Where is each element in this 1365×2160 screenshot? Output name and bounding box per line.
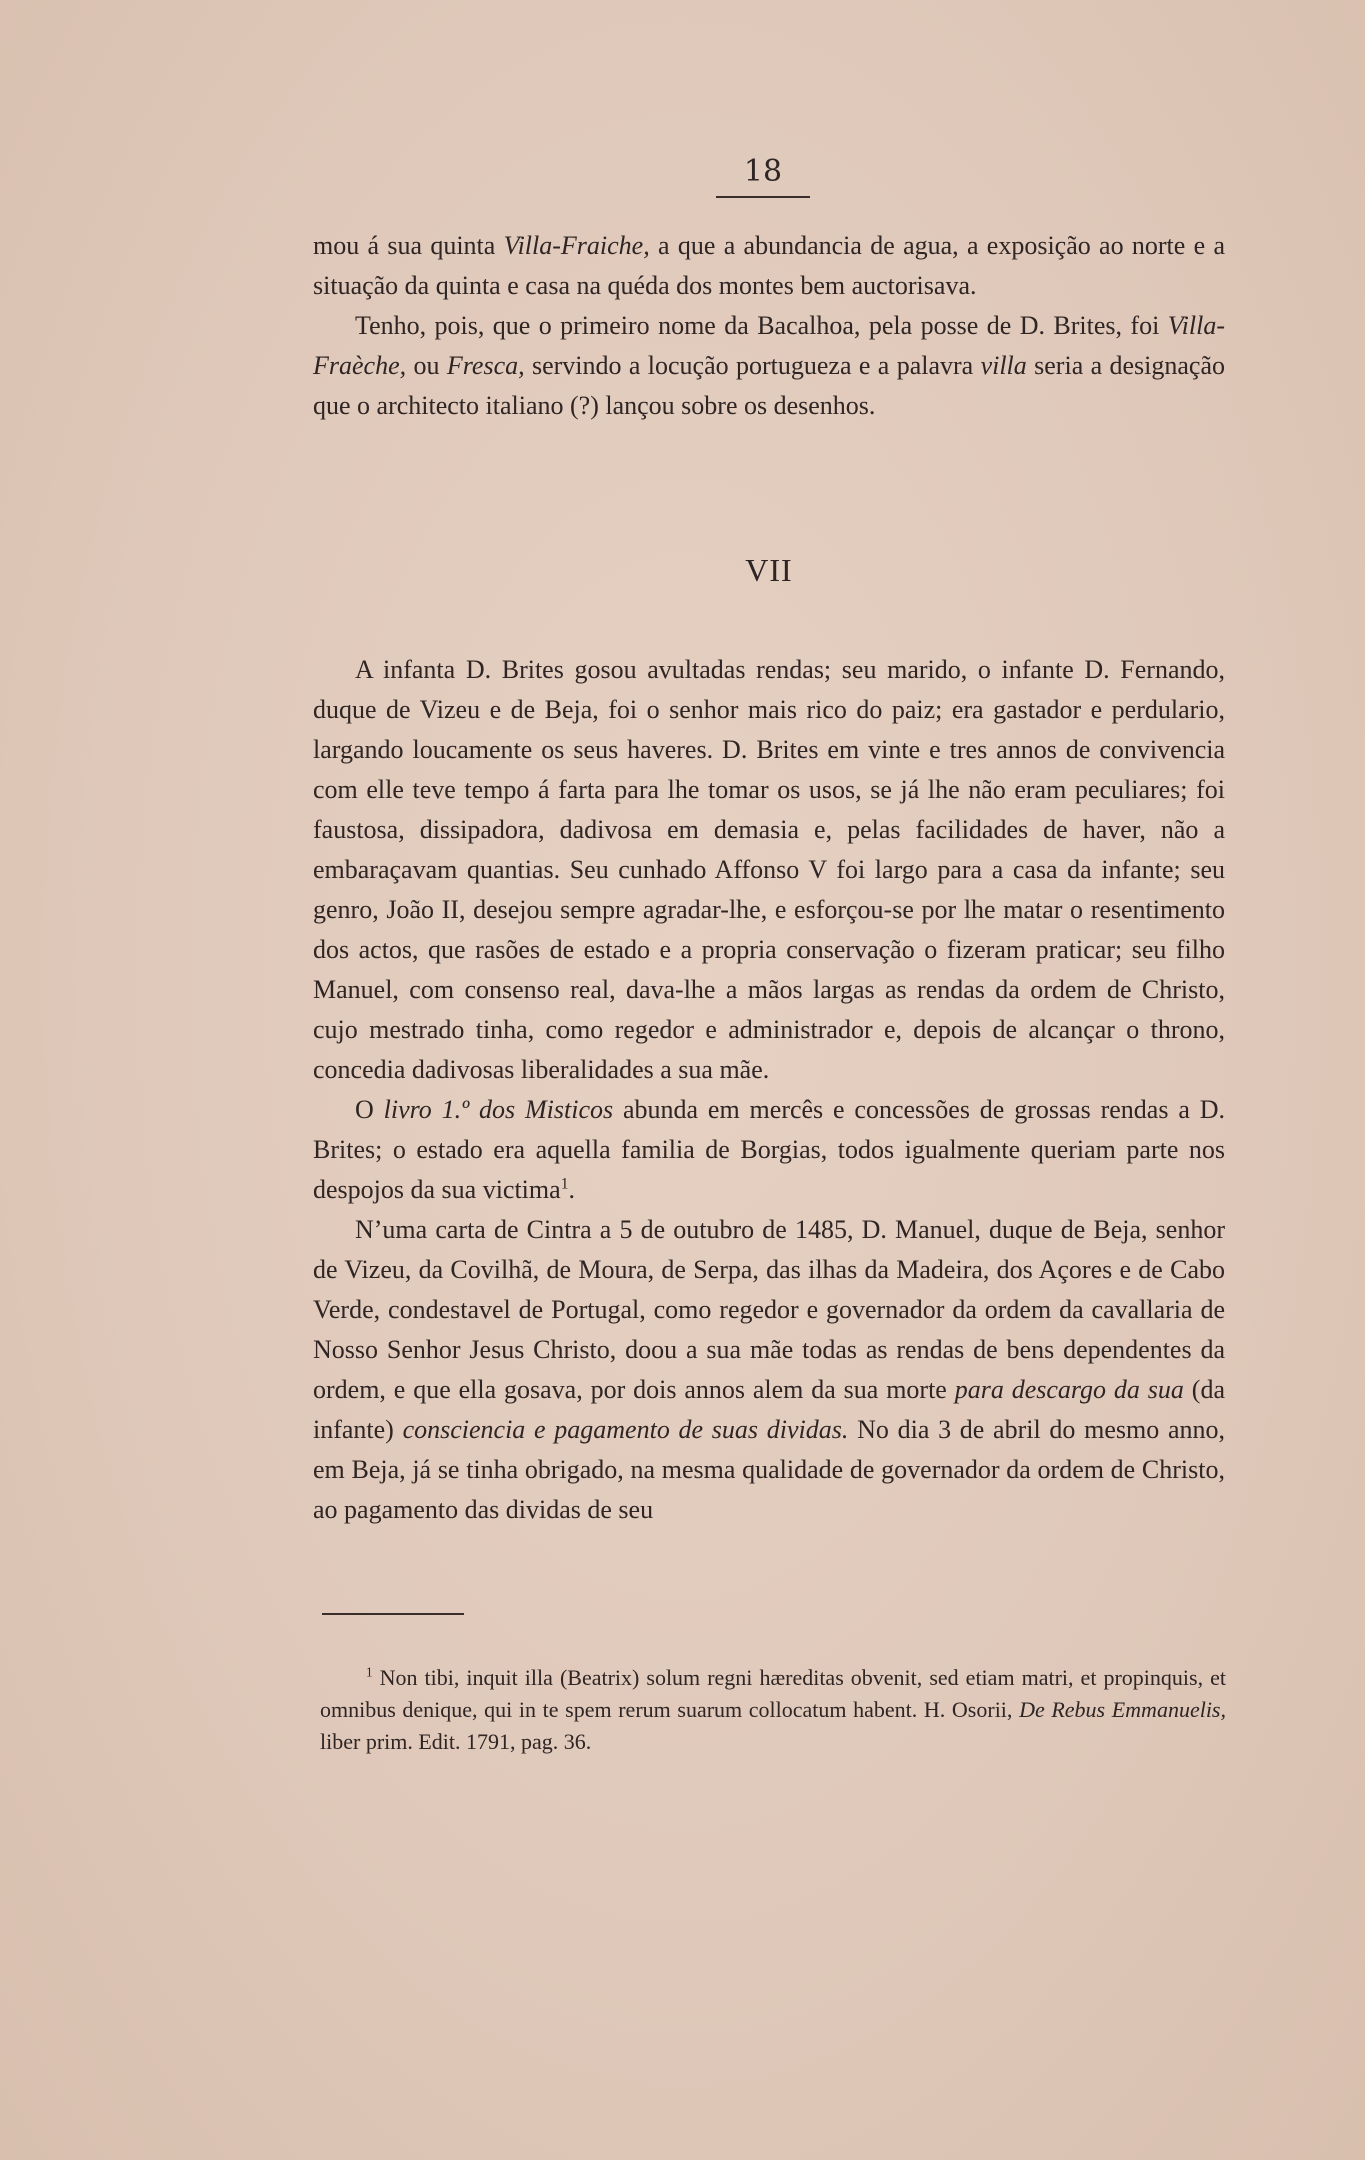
para5-text-2: (da infante) <box>313 1375 1225 1444</box>
paragraph-livro <box>313 1090 1225 1210</box>
para2-text-4: seria a designação que o architecto italiano (?) lançou sobre os desenhos. <box>313 351 1226 420</box>
para2-italic-2: Fresca, <box>446 351 525 380</box>
para2-italic-1: Villa-Fraèche, <box>313 311 1225 380</box>
para1-italic: Villa-Fraiche, <box>503 231 650 260</box>
para4-italic: livro 1.º dos Misticos <box>383 1095 614 1124</box>
page-number: 18 <box>743 154 783 189</box>
para4-text-1: O <box>355 1095 384 1124</box>
paragraph-infanta: A infanta D. Brites gosou avultadas rendas; seu marido, o infante D. Fernando, duque de Vizeu e de Beja, foi o senhor mais rico do paiz; era gastador e perdulario, largando loucamente os seus haveres. D. Brites em vinte e tres annos de convivencia com elle teve tempo á farta para lhe tomar os usos, se já lhe não eram peculiares; foi faustosa, dissipadora, dadivosa em demasia e, pelas facilidades de haver, não a embaraçavam quantias. Seu cunhado Affonso V foi largo para a casa da infante; seu genro, João II, desejou sempre agradar-lhe, e esforçou-se por lhe matar o resentimento dos actos, que rasões de estado e a propria conservação o fizeram praticar; seu filho Manuel, com consenso real, dava-lhe a mãos largas as rendas da ordem de Christo, cujo mestrado tinha, como regedor e administrador e, depois de alcançar o throno, concedia dadivosas liberalidades a sua mãe. <box>313 655 1225 1084</box>
para4-text-3: . <box>568 1175 575 1204</box>
para2-text-2: ou <box>406 351 447 380</box>
para5-italic-1: para descargo da sua <box>954 1375 1184 1404</box>
paragraph-continuation <box>313 226 1225 306</box>
footnote-marker: 1 <box>366 1664 373 1680</box>
footnote-reference[interactable]: 1 <box>560 1175 569 1193</box>
section-heading: VII <box>745 552 793 588</box>
text-block-main <box>313 650 1225 1530</box>
paragraph-carta <box>313 1210 1225 1530</box>
para5-text-1: N’uma carta de Cintra a 5 de outubro de 1485, D. Manuel, duque de Beja, senhor de Vizeu, da Covilhã, de Moura, de Serpa, das ilhas da Madeira, dos Açores e de Cabo Verde, condestavel de Portugal, como regedor e governador da ordem da cavallaria de Nosso Senhor Jesus Christo, doou a sua mãe todas as rendas de bens dependentes da ordem, e que ella gosava, por dois annos alem da sua morte <box>313 1215 1225 1404</box>
para2-text-3: servindo a locução portugueza e a palavra <box>524 351 981 380</box>
para1-text-2: a que a abundancia de agua, a exposição ao norte e a situação da quinta e casa na quéda dos montes bem auctorisava. <box>313 231 1225 300</box>
footnote-text-2: liber prim. Edit. 1791, pag. 36. <box>320 1729 592 1754</box>
page-number-rule <box>716 196 810 198</box>
paragraph-tenho <box>313 306 1225 426</box>
footnote <box>320 1662 1226 1758</box>
footnote-rule <box>322 1613 464 1615</box>
para1-text-1: mou á sua quinta <box>313 231 504 260</box>
para2-text-1: Tenho, pois, que o primeiro nome da Bacalhoa, pela posse de D. Brites, foi <box>355 311 1168 340</box>
text-block-top <box>313 226 1225 426</box>
para4-text-2: abunda em mercês e concessões de grossas rendas a D. Brites; o estado era aquella familia de Borgias, todos igualmente queriam parte nos despojos da sua victima <box>313 1095 1225 1204</box>
para5-italic-2: consciencia e pagamento de suas dividas. <box>402 1415 849 1444</box>
footnote-italic: De Rebus Emmanuelis, <box>1019 1697 1226 1722</box>
footnote-text-1: Non tibi, inquit illa (Beatrix) solum regni hæreditas obvenit, sed etiam matri, et propinquis, et omnibus denique, qui in te spem rerum suarum collocatum habent. H. Osorii, <box>320 1665 1226 1722</box>
para5-text-3: No dia 3 de abril do mesmo anno, em Beja, já se tinha obrigado, na mesma qualidade de governador da ordem de Christo, ao pagamento das dividas de seu <box>313 1415 1226 1524</box>
para2-italic-3: villa <box>980 351 1027 380</box>
